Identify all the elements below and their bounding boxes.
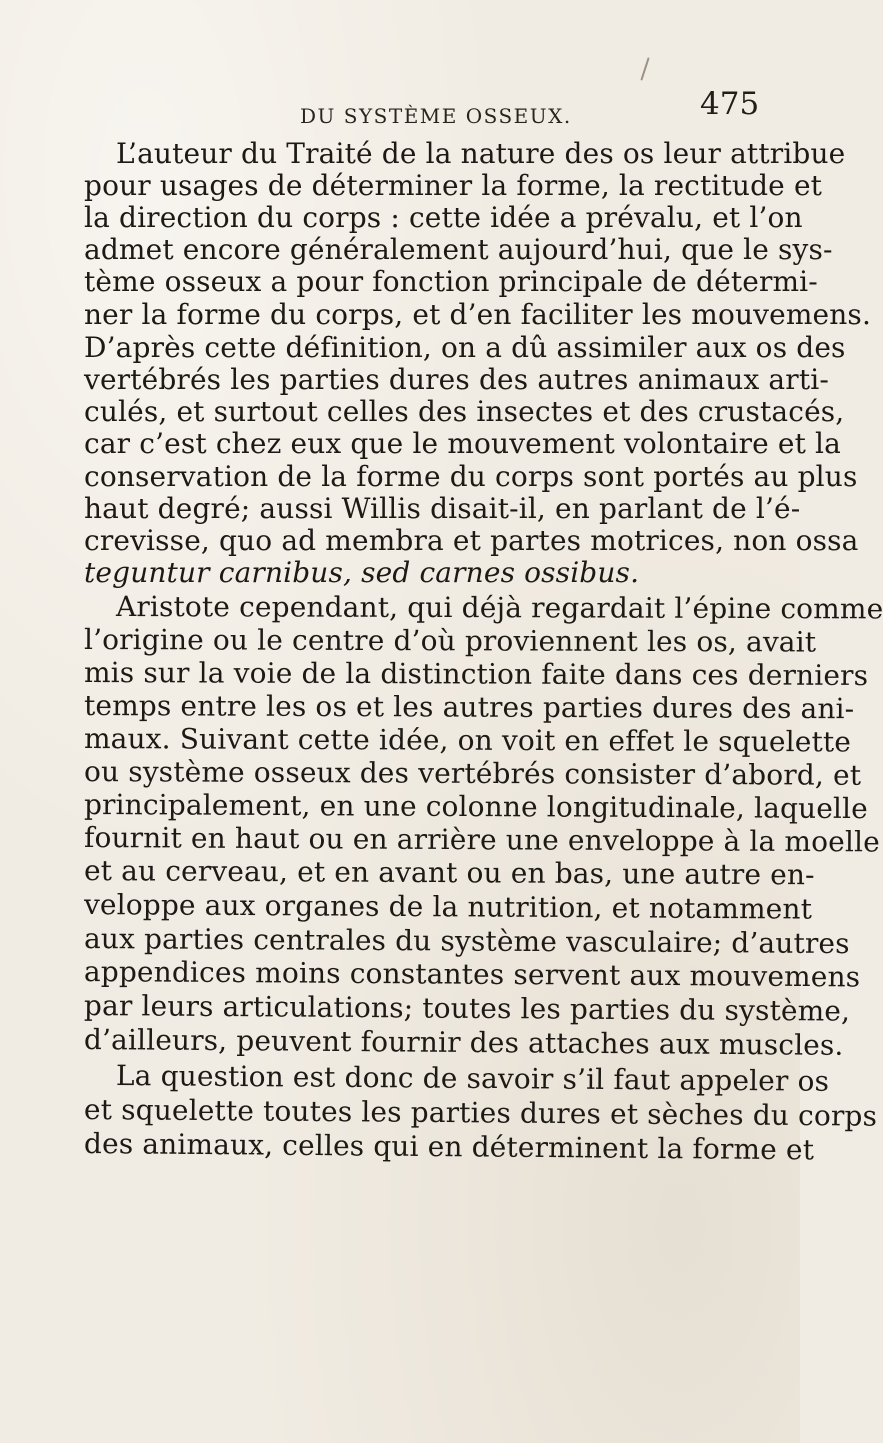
text-line-start: crevisse, quo ad membra et partes motrices, non ossa [84,524,859,557]
text-line: L’auteur du Traité de la nature des os leur attribue [116,137,846,170]
text-line: tème osseux a pour fonction principale de détermi- [84,265,818,298]
text-line: car c’est chez eux que le mouvement volontaire et la [84,427,842,460]
text-line: conservation de la forme du corps sont portés au plus [84,460,858,493]
text-line: ner la forme du corps, et d’en faciliter les mouvemens. [84,298,871,331]
text-line: Aristote cependant, qui déjà regardait l’épine comme [115,590,883,626]
text-line: ou système osseux des vertébrés consister d’abord, et [83,755,862,792]
running-header: DU SYSTÈME OSSEUX. [300,104,572,128]
text-line: veloppe aux organes de la nutrition, et notamment [83,888,813,926]
text-line: appendices moins constantes servent aux mouvemens [83,955,861,994]
text-line: principalement, en une colonne longitudinale, laquelle [83,788,869,826]
text-line: fournit en haut ou en arrière une enveloppe à la moelle [83,821,880,859]
text-line: D’après cette définition, on a dû assimiler aux os des [84,331,846,364]
text-line: temps entre les os et les autres parties dures des ani- [83,689,855,726]
text-line: vertébrés les parties dures des autres animaux arti- [84,363,829,396]
text-line: maux. Suivant cette idée, on voit en effet le squelette [83,722,852,759]
text-line: pour usages de déterminer la forme, la rectitude et [84,169,823,202]
text-line: teguntur carnibus, sed carnes ossibus. [84,556,640,589]
text-line: l’origine ou le centre d’où proviennent les os, avait [83,623,817,659]
text-line: culés, et surtout celles des insectes et des crustacés, [84,395,845,428]
text-line: La question est donc de savoir s’il faut appeler os [115,1059,830,1098]
text-line: et au cerveau, et en avant ou en bas, une autre en- [83,854,815,892]
text-line: et squelette toutes les parties dures et sèches du corps [83,1093,878,1133]
text-line [84,524,859,557]
text-line: la direction du corps : cette idée a prévalu, et l’on [84,201,803,234]
text-line: admet encore généralement aujourd’hui, que le sys- [84,233,833,266]
text-line: haut degré; aussi Willis disait-il, en parlant de l’é- [84,492,801,525]
text-line: d’ailleurs, peuvent fournir des attaches aux muscles. [83,1023,844,1062]
text-line: des animaux, celles qui en déterminent la forme et [83,1127,815,1167]
text-line: par leurs articulations; toutes les parties du système, [83,989,851,1028]
text-line: aux parties centrales du système vasculaire; d’autres [83,922,850,961]
page-number: 475 [700,86,760,122]
text-line: mis sur la voie de la distinction faite dans ces derniers [83,656,869,693]
